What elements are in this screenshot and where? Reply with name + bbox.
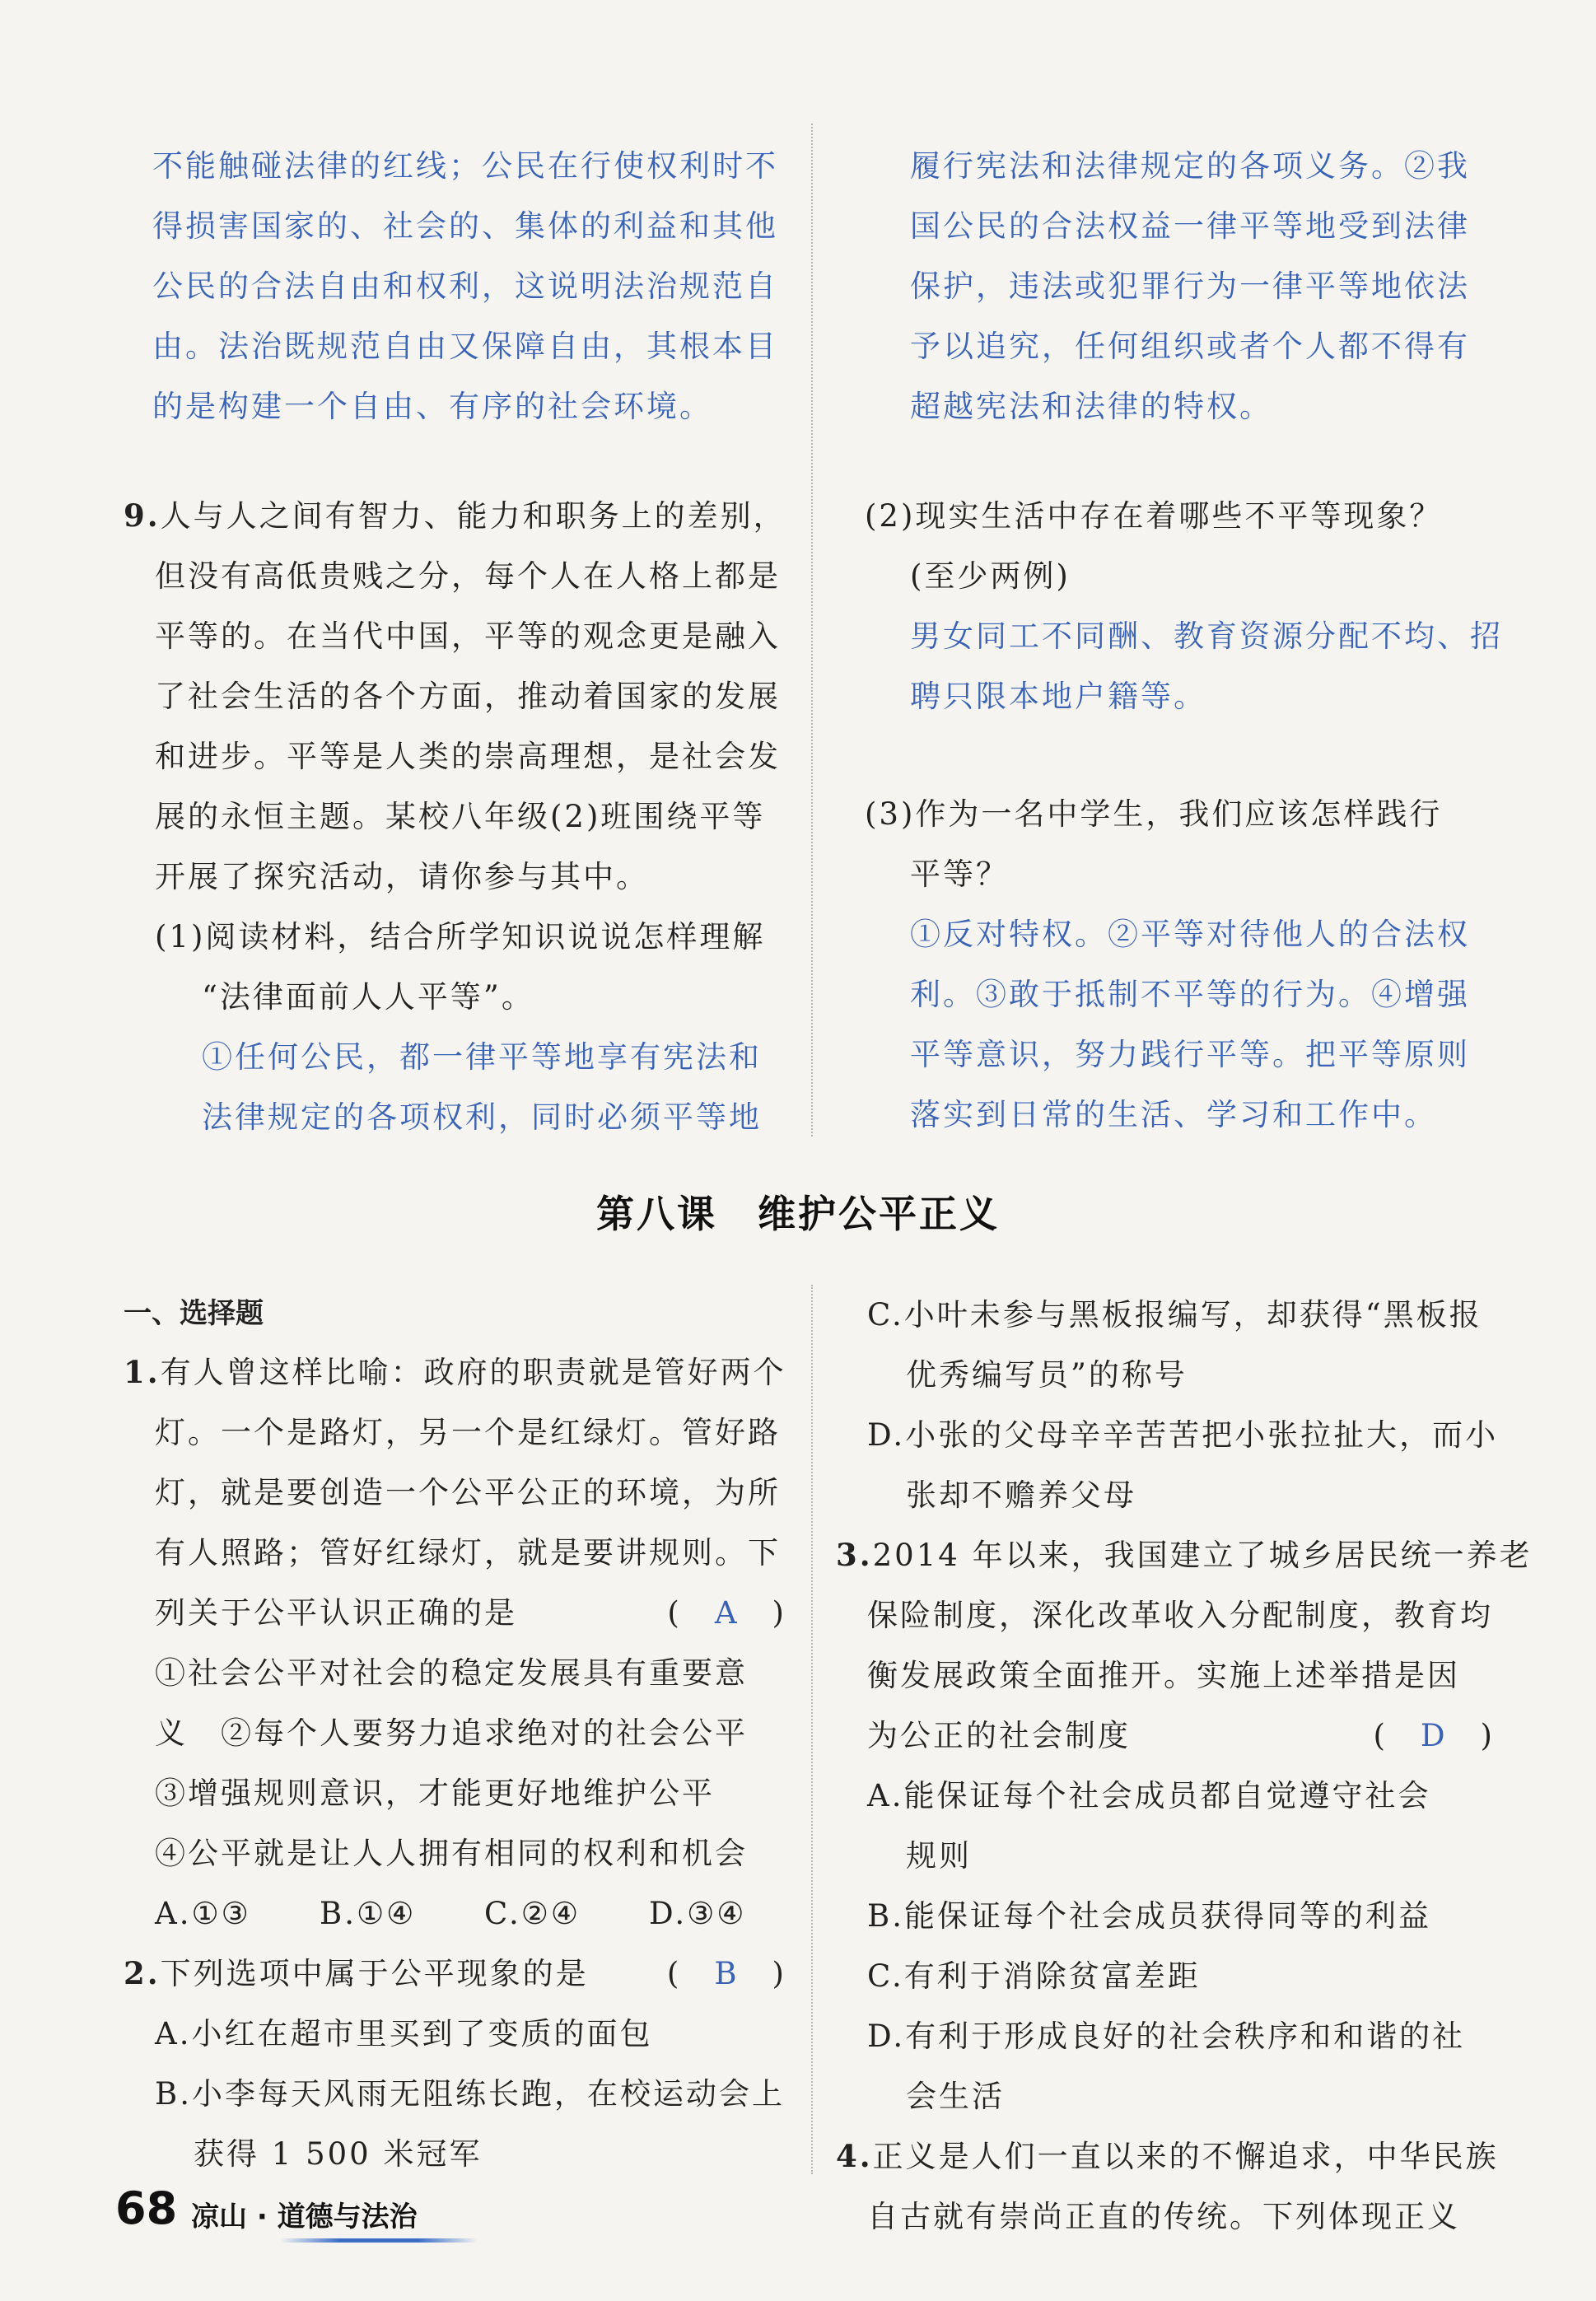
stem-line: 衡发展政策全面推开。实施上述举措是因 <box>867 1658 1460 1693</box>
question-3 <box>836 1525 1533 2126</box>
question-1 <box>124 1342 786 1944</box>
option-c: C.②④ <box>484 1896 581 1931</box>
option-a: A.小红在超市里买到了变质的面包 <box>155 2016 653 2051</box>
stem-line: 2014 年以来，我国建立了城乡居民统一养老 <box>872 1538 1533 1573</box>
lesson-title: 第八课 维护公平正义 <box>596 1192 1000 1236</box>
option-b: B.①④ <box>320 1896 417 1931</box>
top-left-column <box>124 136 786 1147</box>
page-number: 68 <box>115 2182 178 2234</box>
option-d: 张却不赡养父母 <box>906 1477 1136 1513</box>
answer-line: 超越宪法和法律的特权。 <box>910 389 1272 424</box>
stem: 下列选项中属于公平现象的是 <box>160 1956 589 1991</box>
stem-line: 灯，就是要创造一个公平公正的环境，为所 <box>155 1475 781 1510</box>
stem-line: 有人照路；管好红绿灯，就是要讲规则。下 <box>155 1535 781 1571</box>
answer-paren: ( A ) <box>667 1595 786 1631</box>
question-9-continued <box>865 486 1503 1145</box>
stem-line: 有人曾这样比喻：政府的职责就是管好两个 <box>160 1355 786 1390</box>
stem-line: 开展了探究活动，请你参与其中。 <box>155 859 649 894</box>
question-number: 4. <box>836 2138 873 2174</box>
option-d: D.③④ <box>649 1896 747 1931</box>
answer-letter: D <box>1420 1718 1448 1753</box>
option-b: B.小李每天风雨无阻练长跑，在校运动会上 <box>155 2076 785 2112</box>
option-b: B.能保证每个社会成员获得同等的利益 <box>867 1898 1431 1934</box>
option-c: C.小叶未参与黑板报编写，却获得“黑板报 <box>867 1297 1482 1333</box>
option-a: A.能保证每个社会成员都自觉遵守社会 <box>867 1778 1431 1813</box>
subquestion-2: (2)现实生活中存在着哪些不平等现象？ <box>865 498 1443 534</box>
stem-line: 为公正的社会制度 <box>867 1718 1131 1753</box>
question-number: 1. <box>124 1354 161 1390</box>
answer-line: 由。法治既规范自由又保障自由，其根本目 <box>152 329 778 364</box>
answer-line: 予以追究，任何组织或者个人都不得有 <box>910 329 1470 364</box>
subquestion-3-answer: 利。③敢于抵制不平等的行为。④增强 <box>910 977 1470 1012</box>
top-right-column <box>865 136 1503 1145</box>
answer-line: 履行宪法和法律规定的各项义务。②我 <box>910 148 1470 184</box>
option-c: C.有利于消除贫富差距 <box>867 1958 1201 1994</box>
stem-line: 人与人之间有智力、能力和职务上的差别， <box>160 498 786 534</box>
prev-answer-right <box>910 136 1486 436</box>
question-2-continued <box>836 1285 1499 1525</box>
option-d: D.小张的父母辛辛苦苦把小张拉扯大，而小 <box>867 1417 1499 1453</box>
bottom-left-column <box>124 1285 786 2184</box>
answer-line: 保护，违法或犯罪行为一律平等地依法 <box>910 268 1470 304</box>
subquestion-2: (至少两例) <box>910 558 1071 594</box>
subquestion-2-answer: 男女同工不同酬、教育资源分配不均、招 <box>910 618 1503 654</box>
subquestion-1: “法律面前人人平等”。 <box>202 979 534 1015</box>
statement: ④公平就是让人人拥有相同的权利和机会 <box>155 1836 748 1871</box>
subquestion-3: (3)作为一名中学生，我们应该怎样践行 <box>865 796 1443 832</box>
question-2 <box>124 1944 786 2184</box>
statement: 义 ②每个人要努力追求绝对的社会公平 <box>155 1715 748 1751</box>
question-number: 2. <box>124 1955 161 1991</box>
top-column-divider <box>811 124 813 1136</box>
stem-line: 了社会生活的各个方面，推动着国家的发展 <box>155 679 781 714</box>
bottom-right-column <box>836 1285 1533 2247</box>
answer-paren: ( B ) <box>666 1956 786 1991</box>
option-c: 优秀编写员”的称号 <box>906 1357 1188 1393</box>
statement: ③增强规则意识，才能更好地维护公平 <box>155 1776 715 1811</box>
stem-line: 自古就有崇尚正直的传统。下列体现正义 <box>867 2199 1460 2234</box>
stem-line: 保险制度，深化改革收入分配制度，教育均 <box>867 1598 1493 1633</box>
answer-line: 国公民的合法权益一律平等地受到法律 <box>910 208 1470 244</box>
footer-accent-line <box>280 2238 478 2243</box>
answer-line: 公民的合法自由和权利，这说明法治规范自 <box>152 268 778 304</box>
statement: ①社会公平对社会的稳定发展具有重要意 <box>155 1655 748 1691</box>
option-b: 获得 1 500 米冠军 <box>194 2136 483 2172</box>
stem-line: 灯。一个是路灯，另一个是红绿灯。管好路 <box>155 1415 781 1450</box>
subquestion-3-answer: 落实到日常的生活、学习和工作中。 <box>910 1097 1437 1132</box>
option-a: A.①③ <box>155 1896 251 1931</box>
bottom-column-divider <box>811 1285 813 2174</box>
subquestion-1: (1)阅读材料，结合所学知识说说怎样理解 <box>155 919 766 954</box>
stem-line: 和进步。平等是人类的崇高理想，是社会发 <box>155 739 781 774</box>
option-d: D.有利于形成良好的社会秩序和和谐的社 <box>867 2019 1466 2054</box>
subquestion-3-answer: ①反对特权。②平等对待他人的合法权 <box>910 917 1470 952</box>
question-number: 3. <box>836 1537 873 1573</box>
stem-line: 展的永恒主题。某校八年级(2)班围绕平等 <box>155 799 766 834</box>
option-d: 会生活 <box>906 2079 1005 2114</box>
answer-line: 得损害国家的、社会的、集体的利益和其他 <box>152 208 778 244</box>
subquestion-3: 平等？ <box>910 856 1009 892</box>
subquestion-1-answer: 法律规定的各项权利，同时必须平等地 <box>202 1099 762 1135</box>
answer-letter: A <box>714 1595 740 1631</box>
prev-answer-left <box>152 136 786 436</box>
stem-line: 但没有高低贵贱之分，每个人在人格上都是 <box>155 558 781 594</box>
question-9 <box>124 486 786 1147</box>
option-a: 规则 <box>906 1838 972 1874</box>
answer-letter: B <box>714 1956 740 1991</box>
answer-line: 的是构建一个自由、有序的社会环境。 <box>152 389 712 424</box>
answer-line: 不能触碰法律的红线；公民在行使权利时不 <box>152 148 778 184</box>
section-heading: 一、选择题 <box>124 1297 264 1330</box>
question-4 <box>836 2126 1499 2247</box>
subquestion-2-answer: 聘只限本地户籍等。 <box>910 679 1206 714</box>
book-title: 凉山 · 道德与法治 <box>191 2201 418 2233</box>
subquestion-1-answer: ①任何公民，都一律平等地享有宪法和 <box>202 1039 762 1075</box>
answer-paren: ( D ) <box>1373 1718 1495 1753</box>
question-number: 9. <box>124 497 161 534</box>
stem-line: 正义是人们一直以来的不懈追求，中华民族 <box>872 2139 1499 2174</box>
subquestion-3-answer: 平等意识，努力践行平等。把平等原则 <box>910 1037 1470 1072</box>
stem-line: 平等的。在当代中国，平等的观念更是融入 <box>155 618 781 654</box>
stem-line: 列关于公平认识正确的是 <box>155 1595 517 1631</box>
